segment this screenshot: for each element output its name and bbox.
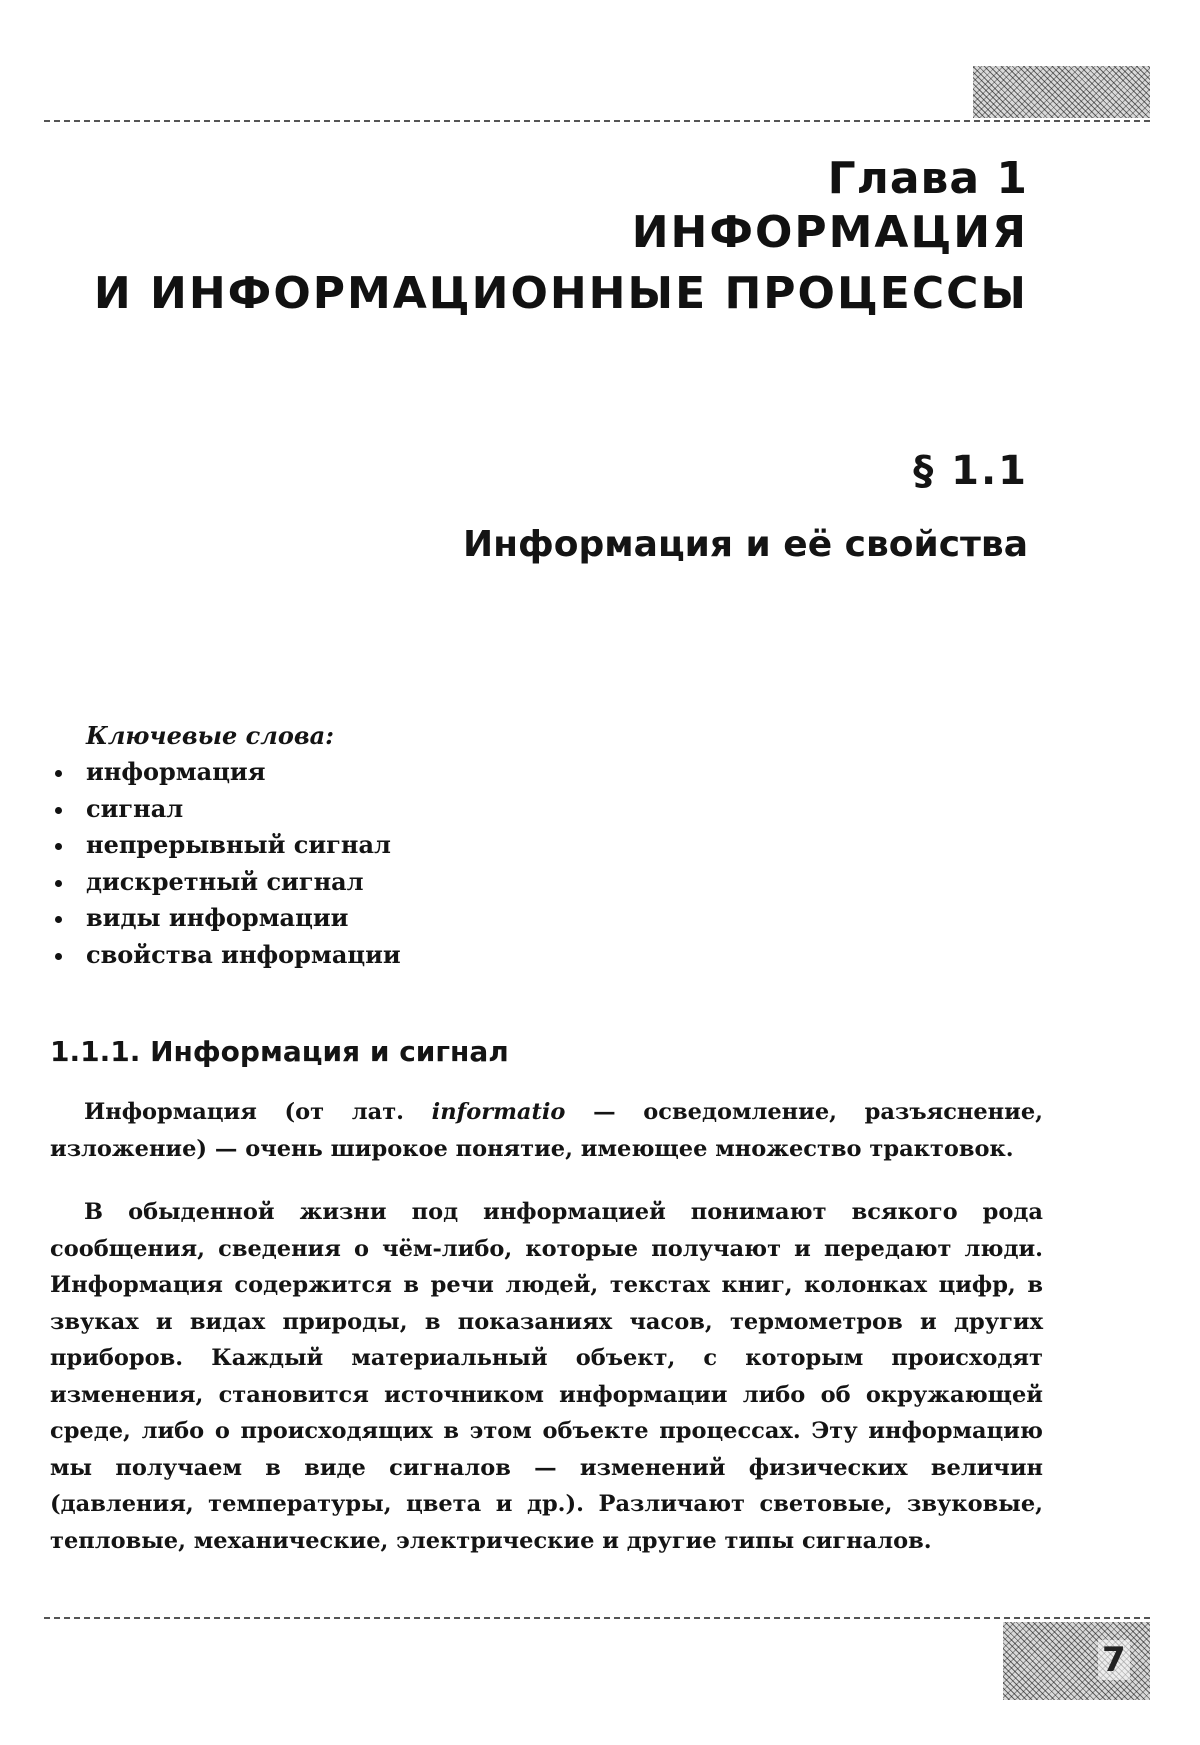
keyword-item: свойства информации xyxy=(52,937,552,974)
top-rule xyxy=(44,120,1150,122)
keyword-item: виды информации xyxy=(52,900,552,937)
latin-term: informatio xyxy=(431,1099,566,1125)
paragraph-text: Информация (от лат. xyxy=(84,1099,432,1125)
keywords-heading: Ключевые слова: xyxy=(86,721,335,750)
section-number: § 1.1 xyxy=(913,448,1028,494)
paragraph-text: — осведомление, разъяснение, изложение) — очень широкое понятие, имеющее множество трактовок. xyxy=(50,1099,1043,1162)
keywords-list xyxy=(52,754,552,973)
paragraph-definition xyxy=(50,1094,1043,1167)
chapter-title-line-1: ИНФОРМАЦИЯ xyxy=(631,207,1028,258)
keyword-item: сигнал xyxy=(52,791,552,828)
subsection-title: 1.1.1. Информация и сигнал xyxy=(50,1035,509,1068)
keyword-item: информация xyxy=(52,754,552,791)
keywords-block xyxy=(52,718,552,973)
bottom-rule xyxy=(44,1617,1150,1619)
chapter-label: Глава 1 xyxy=(827,153,1028,204)
section-title: Информация и её свойства xyxy=(463,524,1028,565)
keyword-item: дискретный сигнал xyxy=(52,864,552,901)
chapter-title-line-2: И ИНФОРМАЦИОННЫЕ ПРОЦЕССЫ xyxy=(93,268,1028,319)
page-number: 7 xyxy=(1098,1640,1130,1680)
decorative-hatch-top xyxy=(973,66,1150,118)
paragraph-signals: В обыденной жизни под информацией понимают всякого рода сообщения, сведения о чём-либо, которые получают и передают люди. Информация содержится в речи людей, текстах книг, колонках цифр, в звуках и видах природы, в показаниях часов, термометров и других приборов. Каждый материальный объект, с которым происходят изменения, становится источником информации либо об окружающей среде, либо о происходящих в этом объекте процессах. Эту информацию мы получаем в виде сигналов — изменений физических величин (давления, температуры, цвета и др.). Различают световые, звуковые, тепловые, механические, электрические и другие типы сигналов. xyxy=(50,1199,1043,1554)
keyword-item: непрерывный сигнал xyxy=(52,827,552,864)
